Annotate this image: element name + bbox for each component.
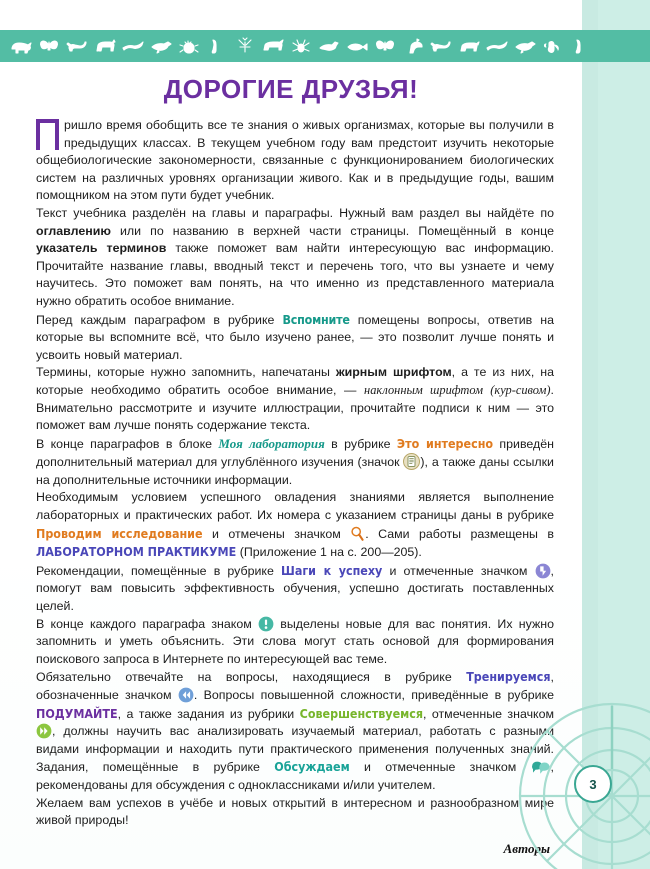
top-animal-banner [0,30,650,62]
p9-text-h: , рекомендованы для обсуждения с одноклассниками и/или учителем. [36,760,554,792]
p4-text-a: Термины, которые нужно запомнить, напечатаны [36,365,336,380]
spider-icon [288,36,314,56]
p3-text-a: Перед каждым параграфом в рубрике [36,312,283,327]
paragraph-9 [36,668,554,794]
term-ukazatel: указатель терминов [36,241,167,256]
snail-icon [204,36,230,56]
p9-text-b: , обозначенные значком [36,670,554,702]
p5-text-b: в рубрике [324,436,397,451]
p9-text-d: , а также задания из рубрики [117,706,300,721]
dog-icon [456,36,482,56]
duck-icon [316,36,342,56]
rubric-laboratorny-praktikum: ЛАБОРАТОРНОМ ПРАКТИКУМЕ [36,544,237,560]
magnifier-icon [350,526,365,542]
p9-text-g: и отмеченные значком [349,760,531,775]
rubric-provodim-issledovanie: Проводим исследование [36,525,203,541]
snail-icon [568,36,594,56]
lizard-icon [120,36,146,56]
bison-icon [8,36,34,56]
bird-icon [512,36,538,56]
fish-icon [344,36,370,56]
p10-text: Желаем вам успехов в учёбе и новых открытий в интересном и разнообразном мире живой природы! [36,795,554,828]
body-text-column [36,117,554,857]
signature-authors: Авторы [503,840,550,856]
rubric-shagi-k-uspehu: Шаги к успеху [281,562,383,578]
rubric-treniruemsya: Тренируемся [466,669,551,685]
horse-icon [92,36,118,56]
p2-text-a: Текст учебника разделён на главы и параграфы. Нужный вам раздел вы найдёте по [36,205,554,220]
term-bold-font: жирным шрифтом [335,365,452,380]
paragraph-1 [36,117,554,205]
right-decorative-panel [582,0,650,869]
rubric-vspomnite: Вспомните [282,311,350,327]
p9-text-c: . Вопросы повышенной сложности, приведённые в рубрике [193,688,554,702]
rubric-sovershenstvuemsya: Совершенствуемся [299,705,424,721]
speech-bubbles-icon [531,760,551,775]
p6-text-b: и отмечены значком [202,526,351,541]
term-italic-font: наклонным шрифтом (кур-сивом) [364,382,551,397]
p5-text-d: ), а также даны ссылки на дополнительные источники информации. [36,455,554,487]
p7-text-b: и отмеченные значком [382,563,535,578]
butterfly-icon [372,36,398,56]
scorpion-icon [64,36,90,56]
p7-text-a: Рекомендации, помещённые в рубрике [36,563,282,578]
lizard-icon [484,36,510,56]
monkey-icon [540,36,566,56]
p2-text-c: также поможет вам найти интересующую вас информацию. Прочитайте название главы, вводный текст и перечень того, что вы узнаете и чему научитесь. Это поможет вам понять, на что именно из представленного материала нужно обратить особое внимание. [36,241,554,308]
p8-text-b: выделены новые для вас понятия. Их нужно запомнить и уметь объяснить. Эти слова могут стать основой для формирования поискового запроса в Интернете по интересующей вас теме. [36,616,554,666]
p8-text-a: В конце каждого параграфа знаком [36,616,259,631]
p2-text-b: или по названию в верхней части страницы. Помещённый в конце [110,223,554,238]
p4-text-c: . Внимательно рассмотрите и изучите иллюстрации, прочитайте подписи к ним — это поможет вам лучше понять содержание текста. [36,382,554,433]
p6-text-c: . Сами работы размещены в [365,526,554,541]
rubric-podumayte: ПОДУМАЙТЕ [36,705,118,721]
bird-icon [148,36,174,56]
page-title: ДОРОГИЕ ДРУЗЬЯ! [163,74,419,104]
cow-icon [260,36,286,56]
paragraph-8 [36,616,554,669]
page-content [0,62,582,869]
p6-text-d: (Приложение 1 на с. 200—205). [236,545,422,560]
paragraph-2 [36,205,554,311]
steps-arrow-icon [535,563,551,579]
paragraph-4 [36,364,554,434]
rubric-moya-laboratoriya: Моя лаборатория [218,435,325,451]
document-icon [403,453,420,470]
term-ogllavlenie: оглавлению [36,223,111,238]
paragraph-10 [36,795,554,830]
drop-cap-letter [36,119,59,150]
p5-text-c: приведён дополнительный материал для углублённого изучения (значок [36,436,554,470]
ostrich-icon [400,36,426,56]
paragraph-1-text: ришло время обобщить все те знания о живых организмах, которые вы получили в предыдущих классах. В текущем учебном году вам предстоит изучить некоторые общебиологические закономерности, связанные с функционированием биологических систем на различных уровнях организации живого. Как и в предыдущие годы, вашим помощником на этом пути будет учебник. [36,118,554,203]
rubric-obsuzhdaem: Обсуждаем [274,759,350,775]
p9-text-f: , должны научить вас анализировать изучаемый материал, работать с разными видами информации и находить пути практического применения полученных знаний. Задания, помещённые в рубрике [36,724,554,775]
scorpion-icon [428,36,454,56]
double-chevron-right-icon [36,723,52,739]
p9-text-a: Обязательно отвечайте на вопросы, находящиеся в рубрике [36,670,467,685]
right-decorative-panel-inner [598,0,650,869]
paragraph-7 [36,562,554,616]
exclamation-circle-icon [258,616,274,632]
page-number: 3 [574,765,612,803]
p7-text-c: , помогут вам повысить эффективность обучения, успешно достигать поставленных целей. [36,563,554,614]
double-chevron-left-icon [178,687,194,703]
p3-text-b: помещены вопросы, ответив на которые вы вспомните всё, что было изучено ранее, — это позволит лучше понять и усвоить новый материал. [36,312,554,362]
paragraph-6 [36,489,554,561]
rubric-eto-interesno: Это интересно [396,435,494,451]
p9-text-e: , отмеченные значком [423,706,554,721]
p4-text-b: , а те из них, на которые необходимо обратить особое внимание, — [36,365,554,397]
mosquito-icon [232,36,258,56]
beetle-icon [176,36,202,56]
paragraph-3 [36,311,554,365]
butterfly-icon [36,36,62,56]
p6-text-a: Необходимым условием успешного овладения знаниями является выполнение лабораторных и практических работ. Их номера с указанием страницы даны в рубрике [36,490,554,523]
animal-silhouette-strip [0,30,650,62]
paragraph-5 [36,435,554,490]
p5-text-a: В конце параграфов в блоке [36,436,219,451]
